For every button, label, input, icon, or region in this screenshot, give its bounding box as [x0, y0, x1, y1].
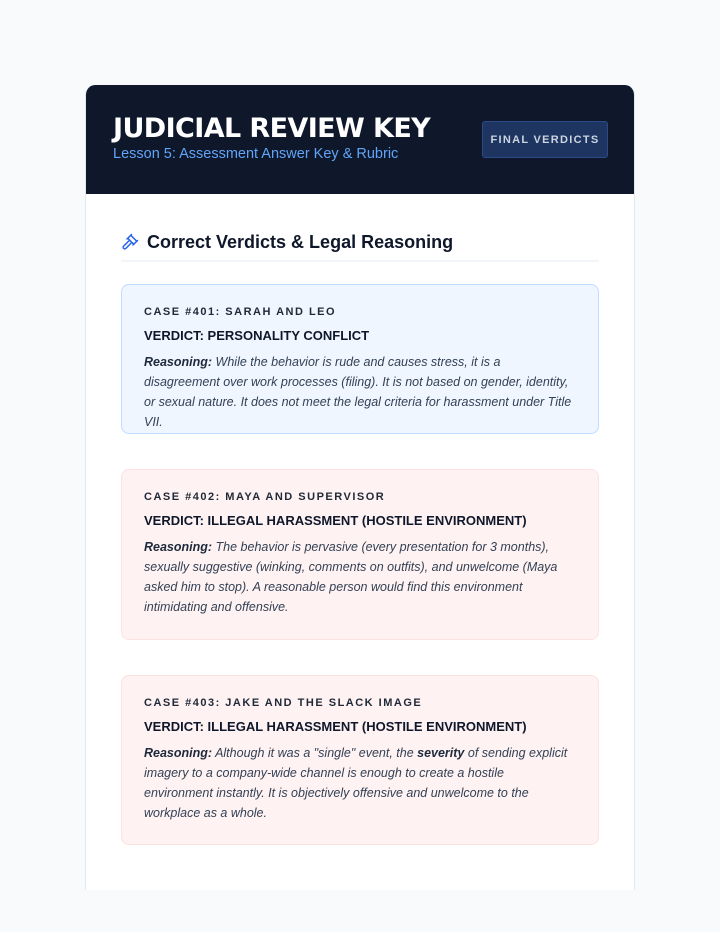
case-reasoning [144, 352, 576, 432]
page-header [86, 85, 634, 194]
reasoning-text: While the behavior is rude and causes stress, it is a disagreement over work processes (filing). It is not based on gender, identity, or sexual nature. It does not meet the legal criteria for harassment under Title VII. [144, 355, 572, 429]
reasoning-label: Reasoning: [144, 540, 213, 554]
case-reasoning [144, 537, 576, 617]
case-label: CASE #403: JAKE AND THE SLACK IMAGE [144, 697, 423, 709]
case-label: CASE #401: SARAH AND LEO [144, 306, 337, 318]
page-title: JUDICIAL REVIEW KEY [113, 113, 431, 144]
reasoning-text: The behavior is pervasive (every presentation for 3 months), sexually suggestive (winking, comments on outfits), and unwelcome (Maya asked him to stop). A reasonable person would find this environment intimidating and offensive. [144, 540, 558, 614]
case-card-403 [121, 675, 599, 845]
answer-key-page [85, 85, 635, 890]
case-verdict: VERDICT: ILLEGAL HARASSMENT (HOSTILE ENVIRONMENT) [144, 719, 527, 734]
case-verdict: VERDICT: PERSONALITY CONFLICT [144, 328, 370, 343]
reasoning-text: Although it was a "single" event, the [212, 746, 418, 760]
reasoning-label: Reasoning: [144, 355, 213, 369]
reasoning-emphasis: severity [417, 746, 465, 760]
gavel-icon [121, 233, 139, 251]
case-label: CASE #402: MAYA AND SUPERVISOR [144, 491, 386, 503]
case-card-402 [121, 469, 599, 640]
page-subtitle: Lesson 5: Assessment Answer Key & Rubric [113, 146, 399, 162]
reasoning-label: Reasoning: [144, 746, 213, 760]
section-heading [121, 220, 599, 262]
section-title: Correct Verdicts & Legal Reasoning [147, 232, 454, 252]
reasoning-text: of sending explicit imagery to a company-wide channel is enough to create a hostile environment instantly. It is objectively offensive and unwelcome to the workplace as a whole. [144, 746, 568, 820]
case-reasoning [144, 743, 576, 823]
final-verdicts-badge: FINAL VERDICTS [482, 121, 608, 158]
case-card-401 [121, 284, 599, 434]
case-verdict: VERDICT: ILLEGAL HARASSMENT (HOSTILE ENVIRONMENT) [144, 513, 527, 528]
